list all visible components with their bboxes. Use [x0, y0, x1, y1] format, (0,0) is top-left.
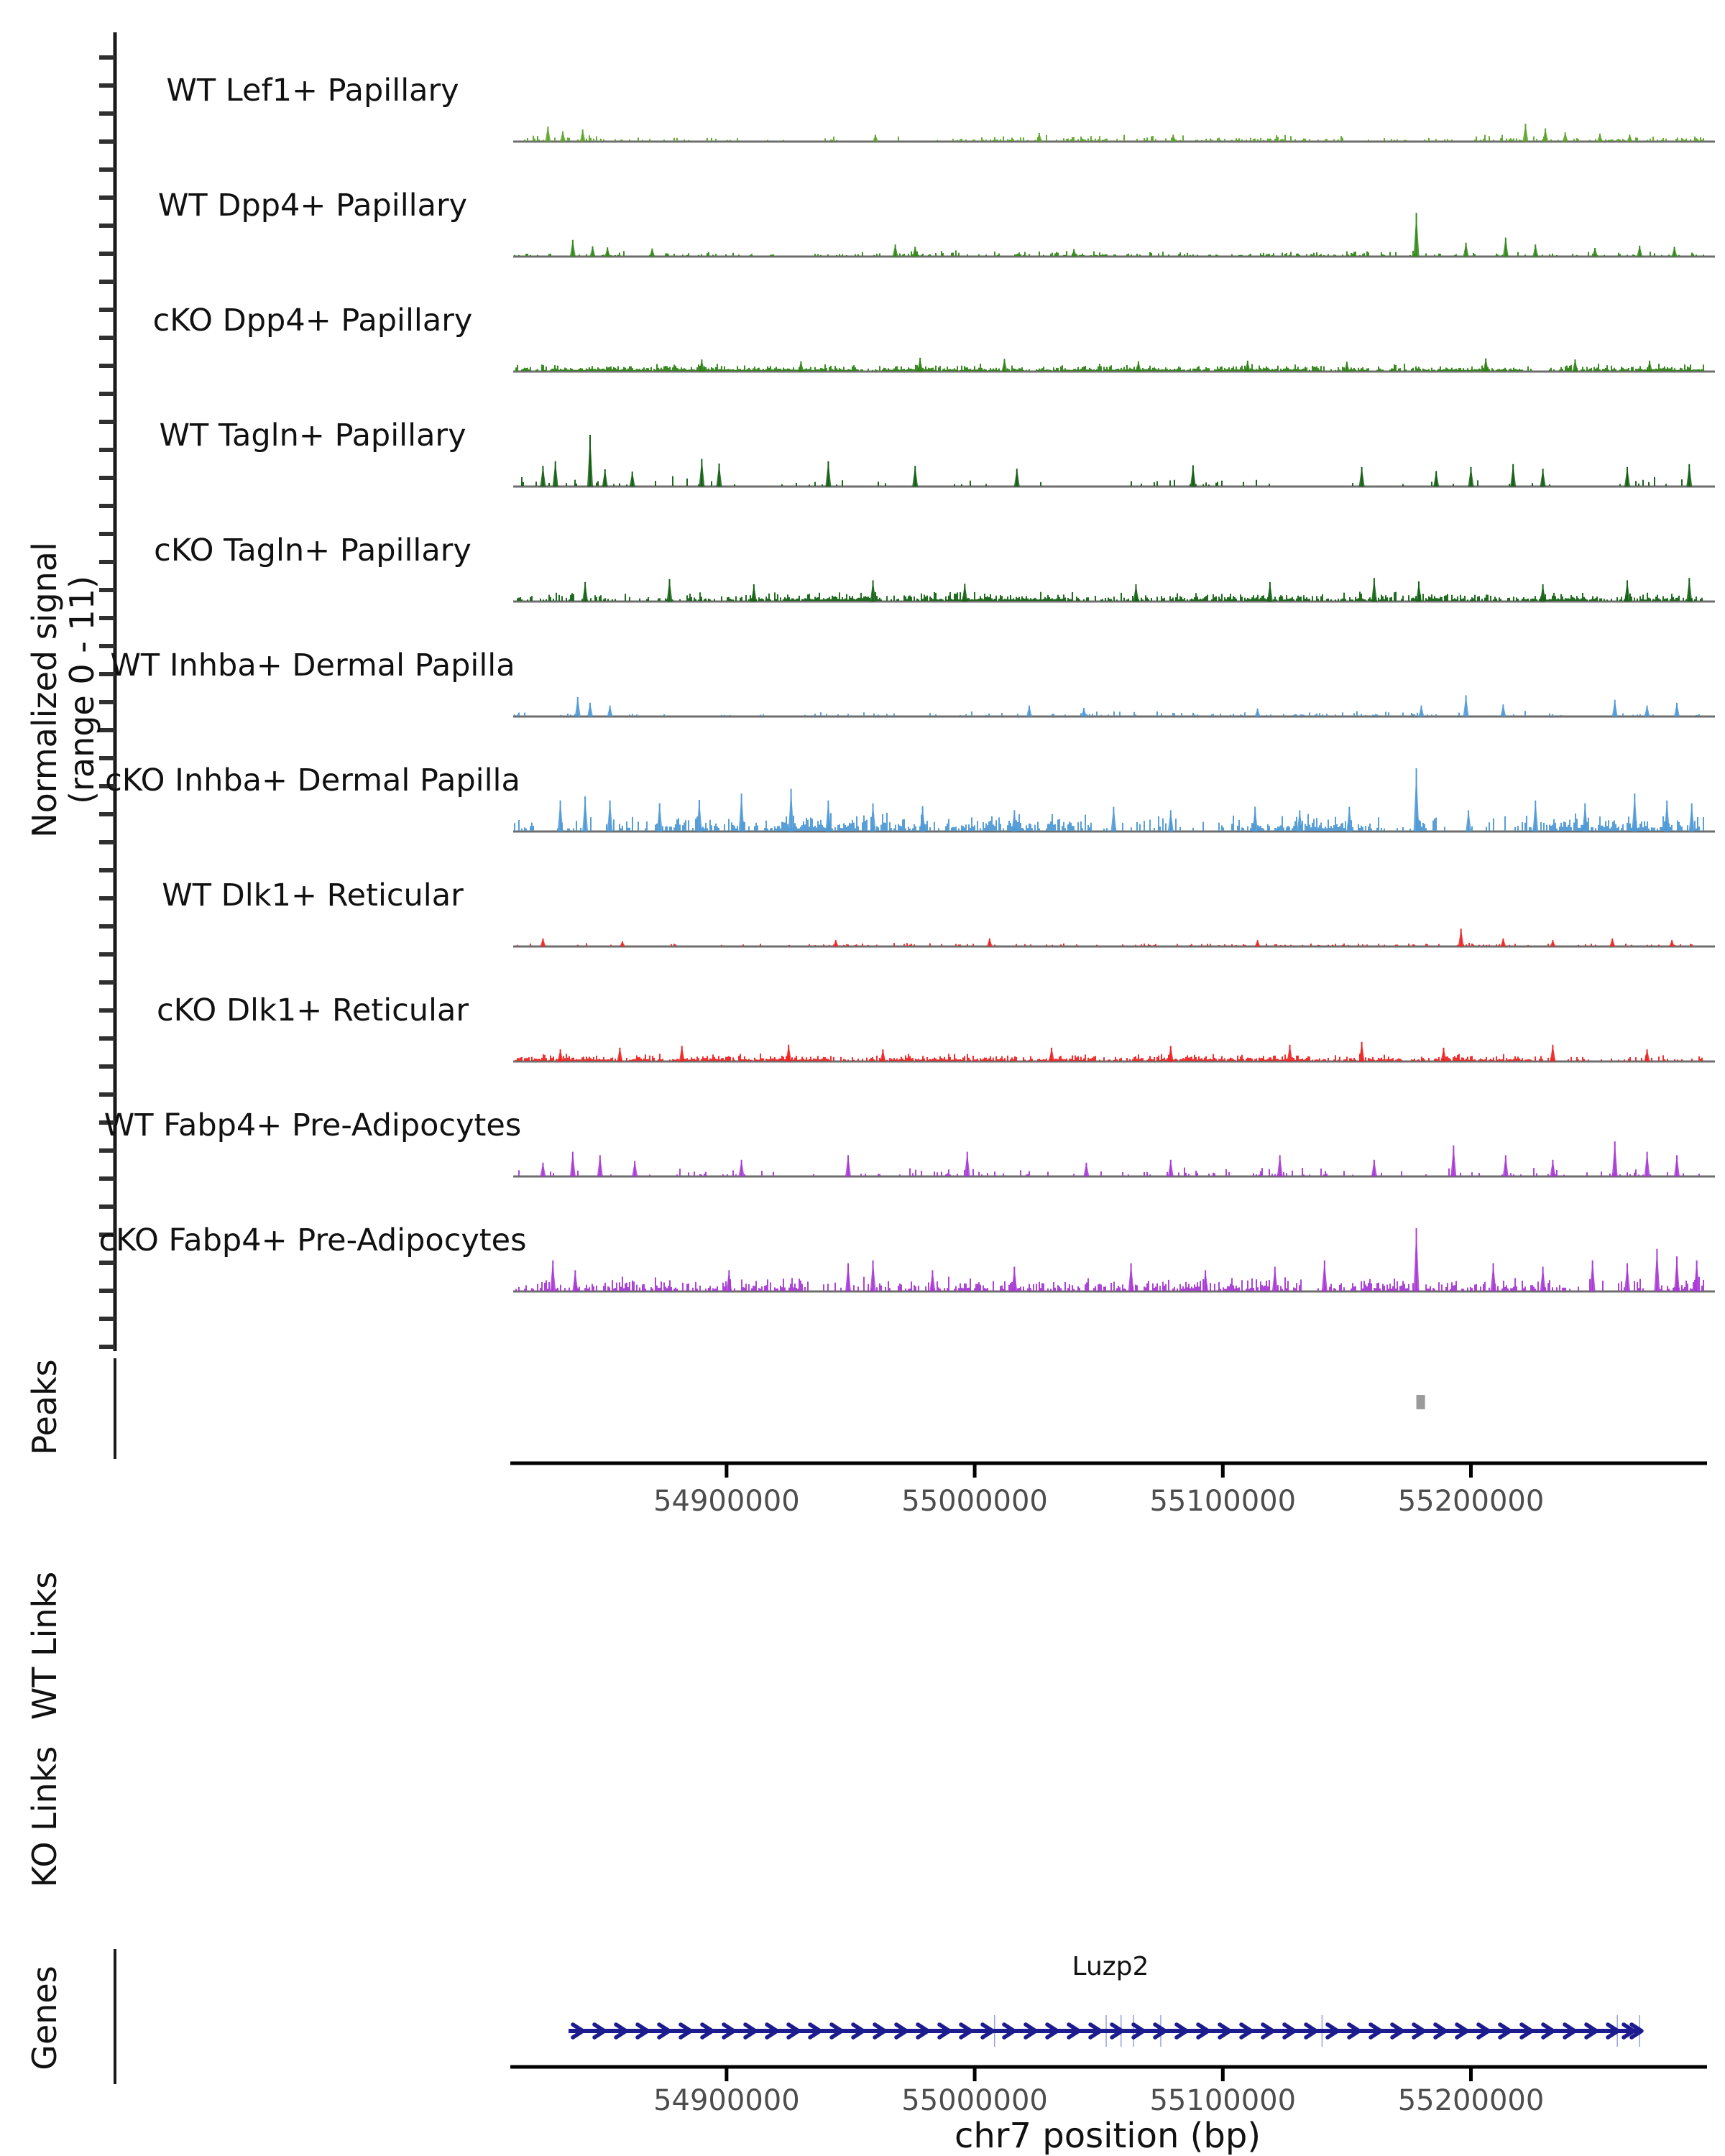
track-label-2: WT Dpp4+ Papillary [157, 188, 468, 224]
genomic-axis-tick-label: 54900000 [653, 2084, 800, 2117]
section-label-peaks: Peaks [25, 1359, 64, 1455]
signal-noise [516, 364, 1703, 371]
genomic-axis-tick-label: 55200000 [1397, 1485, 1545, 1518]
track-label-8: WT Dlk1+ Reticular [162, 877, 464, 913]
track-label-5: cKO Tagln+ Papillary [154, 533, 472, 568]
genomic-axis-tick-label: 54900000 [653, 1485, 800, 1518]
genomic-axis-tick-label: 55200000 [1397, 2084, 1545, 2117]
genomic-axis-tick-label: 55100000 [1149, 1485, 1297, 1518]
section-label-ko-links: KO Links [25, 1746, 64, 1888]
track-label-6: WT Inhba+ Dermal Papilla [110, 648, 515, 683]
x-axis-title: chr7 position (bp) [954, 2116, 1261, 2156]
y-axis-label [26, 338, 101, 1042]
track-label-3: cKO Dpp4+ Papillary [152, 303, 473, 338]
track-label-7: cKO Inhba+ Dermal Papilla [105, 763, 520, 798]
section-label-genes: Genes [25, 1966, 64, 2070]
signal-noise [522, 476, 1682, 487]
signal-noise [515, 711, 1699, 716]
signal-noise [518, 591, 1702, 601]
section-label-wt-links: WT Links [25, 1571, 64, 1720]
genomic-axis-tick-label: 55000000 [901, 1485, 1048, 1518]
peak-feature [1417, 1395, 1425, 1409]
signal-noise [515, 251, 1703, 257]
genomic-axis-tick-label: 55000000 [901, 2084, 1048, 2117]
y-axis-label-line1: Normalized signal [25, 542, 64, 838]
signal-noise [516, 1277, 1703, 1291]
signal-noise [519, 1168, 1699, 1176]
track-label-9: cKO Dlk1+ Reticular [156, 992, 469, 1028]
gene-label: Luzp2 [1072, 1952, 1149, 1981]
track-label-11: cKO Fabp4+ Pre-Adipocytes [98, 1222, 527, 1258]
y-axis-label-line2: (range 0 - 11) [63, 576, 101, 804]
track-label-1: WT Lef1+ Papillary [166, 73, 459, 109]
signal-noise [515, 813, 1703, 831]
genomic-axis-tick-label: 55100000 [1149, 2084, 1297, 2117]
track-label-4: WT Tagln+ Papillary [159, 418, 466, 453]
signal-noise [516, 1054, 1702, 1061]
signal-noise [518, 943, 1692, 946]
track-label-10: WT Fabp4+ Pre-Adipocytes [104, 1107, 522, 1143]
